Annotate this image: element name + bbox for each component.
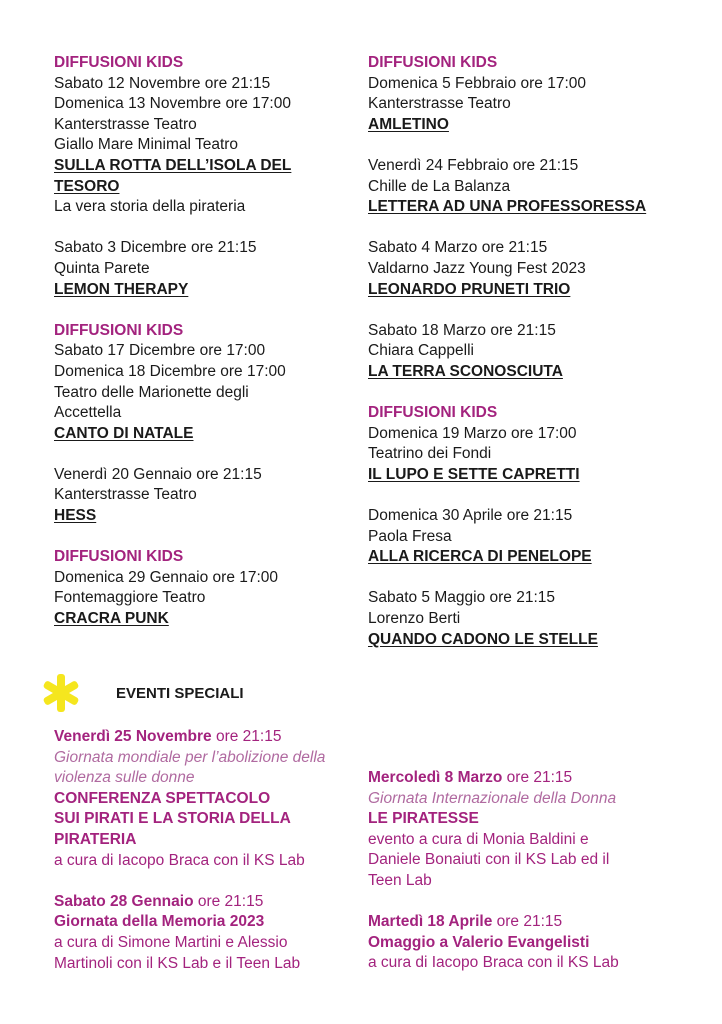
event-entry [368,321,688,383]
event-detail: Domenica 13 Novembre ore 17:00 [54,95,291,113]
event-subtitle: La vera storia della pirateria [54,198,246,216]
event-detail: Fontemaggiore Teatro [54,589,206,607]
special-event-title: CONFERENZA SPETTACOLO [54,789,271,807]
kids-label: DIFFUSIONI KIDS [54,321,184,339]
special-event-date [368,768,668,789]
special-event-credits: a cura di Simone Martini e Alessio [54,933,288,951]
special-event-credits: a cura di Iacopo Braca con il KS Lab [368,954,619,972]
event-entry [368,588,688,650]
program-left-column [54,53,354,650]
special-event-occasion: Giornata Internazionale della Donna [368,789,617,807]
special-event-day: Venerdì 25 Novembre [54,728,212,745]
event-entry [54,238,354,300]
event-detail: Domenica 29 Gennaio ore 17:00 [54,568,279,586]
special-event-time: ore 21:15 [492,913,563,931]
event-title: IL LUPO E SETTE CAPRETTI [368,465,580,483]
event-detail: Paola Fresa [368,527,452,545]
event-detail: Teatro delle Marionette degli [54,383,249,401]
event-detail: Kanterstrasse Teatro [368,95,511,113]
event-detail: Sabato 12 Novembre ore 21:15 [54,74,271,92]
event-detail: Lorenzo Berti [368,610,461,628]
special-event-entry [54,892,354,974]
special-event-time: ore 21:15 [211,728,282,745]
kids-label: DIFFUSIONI KIDS [54,548,184,566]
event-title: CANTO DI NATALE [54,424,194,442]
special-event-entry [368,912,668,974]
special-left-column [54,727,354,995]
event-title: SULLA ROTTA DELL’ISOLA DEL [54,156,292,174]
special-event-occasion: Giornata mondiale per l’abolizione della [54,748,326,766]
special-event-title: LE PIRATESSE [368,810,479,828]
special-event-date [54,892,354,913]
event-detail: Teatrino dei Fondi [368,445,492,463]
event-detail: Valdarno Jazz Young Fest 2023 [368,259,586,277]
event-entry [54,53,354,218]
event-detail: Venerdì 24 Febbraio ore 21:15 [368,156,579,174]
event-detail: Venerdì 20 Gennaio ore 21:15 [54,465,262,483]
event-detail: Sabato 17 Dicembre ore 17:00 [54,342,266,360]
event-title: LEONARDO PRUNETI TRIO [368,280,571,298]
event-entry [368,156,688,218]
event-title: TESORO [54,177,120,195]
event-title: LA TERRA SCONOSCIUTA [368,362,563,380]
special-right-column [368,768,668,995]
special-event-time: ore 21:15 [502,769,573,786]
event-entry [368,53,688,135]
special-event-credits: evento a cura di Monia Baldini e [368,830,589,848]
event-detail: Domenica 5 Febbraio ore 17:00 [368,74,586,92]
event-title: CRACRA PUNK [54,610,169,628]
event-detail: Accettella [54,404,122,422]
event-title: LEMON THERAPY [54,280,189,298]
event-entry [54,547,354,629]
event-title: ALLA RICERCA DI PENELOPE [368,548,592,566]
event-detail: Quinta Parete [54,259,150,277]
event-detail: Chille de La Balanza [368,177,511,195]
special-event-title: Omaggio a Valerio Evangelisti [368,933,590,951]
event-detail: Domenica 18 Dicembre ore 17:00 [54,362,286,380]
special-event-credits: Daniele Bonaiuti con il KS Lab ed il [368,851,610,869]
special-event-credits: a cura di Iacopo Braca con il KS Lab [54,851,305,869]
event-detail: Giallo Mare Minimal Teatro [54,136,239,154]
event-detail: Kanterstrasse Teatro [54,486,197,504]
special-events-title: EVENTI SPECIALI [116,685,244,702]
special-event-title: SUI PIRATI E LA STORIA DELLA [54,810,291,828]
special-event-day: Mercoledì 8 Marzo [368,769,503,786]
event-title: QUANDO CADONO LE STELLE [368,630,598,648]
special-event-credits: Martinoli con il KS Lab e il Teen Lab [54,954,301,972]
special-event-title: PIRATERIA [54,830,137,848]
event-detail: Kanterstrasse Teatro [54,115,197,133]
event-title: AMLETINO [368,115,449,133]
event-entry [368,238,688,300]
kids-label: DIFFUSIONI KIDS [368,54,498,71]
event-detail: Chiara Cappelli [368,342,474,360]
kids-label: DIFFUSIONI KIDS [54,54,184,71]
event-detail: Sabato 3 Dicembre ore 21:15 [54,239,257,257]
event-entry [54,321,354,445]
special-event-day: Sabato 28 Gennaio [54,892,194,910]
special-event-entry [368,768,668,892]
kids-label: DIFFUSIONI KIDS [368,404,498,422]
event-title: HESS [54,507,97,525]
special-event-occasion: violenza sulle donne [54,769,195,787]
event-detail: Domenica 30 Aprile ore 21:15 [368,507,573,525]
asterisk-icon [40,672,82,714]
event-detail: Sabato 18 Marzo ore 21:15 [368,321,556,339]
event-entry [368,506,688,568]
special-event-day: Martedì 18 Aprile [368,913,493,931]
special-event-date [54,727,354,748]
special-event-entry [54,727,354,871]
event-title: LETTERA AD UNA PROFESSORESSA [368,198,647,216]
special-event-time: ore 21:15 [193,892,264,910]
special-event-date [368,912,668,933]
program-right-column [368,53,688,671]
event-detail: Sabato 4 Marzo ore 21:15 [368,239,548,257]
event-entry [368,403,688,485]
event-entry [54,465,354,527]
special-event-title: Giornata della Memoria 2023 [54,913,265,931]
event-detail: Domenica 19 Marzo ore 17:00 [368,424,577,442]
special-event-credits: Teen Lab [368,871,432,889]
event-detail: Sabato 5 Maggio ore 21:15 [368,589,555,607]
